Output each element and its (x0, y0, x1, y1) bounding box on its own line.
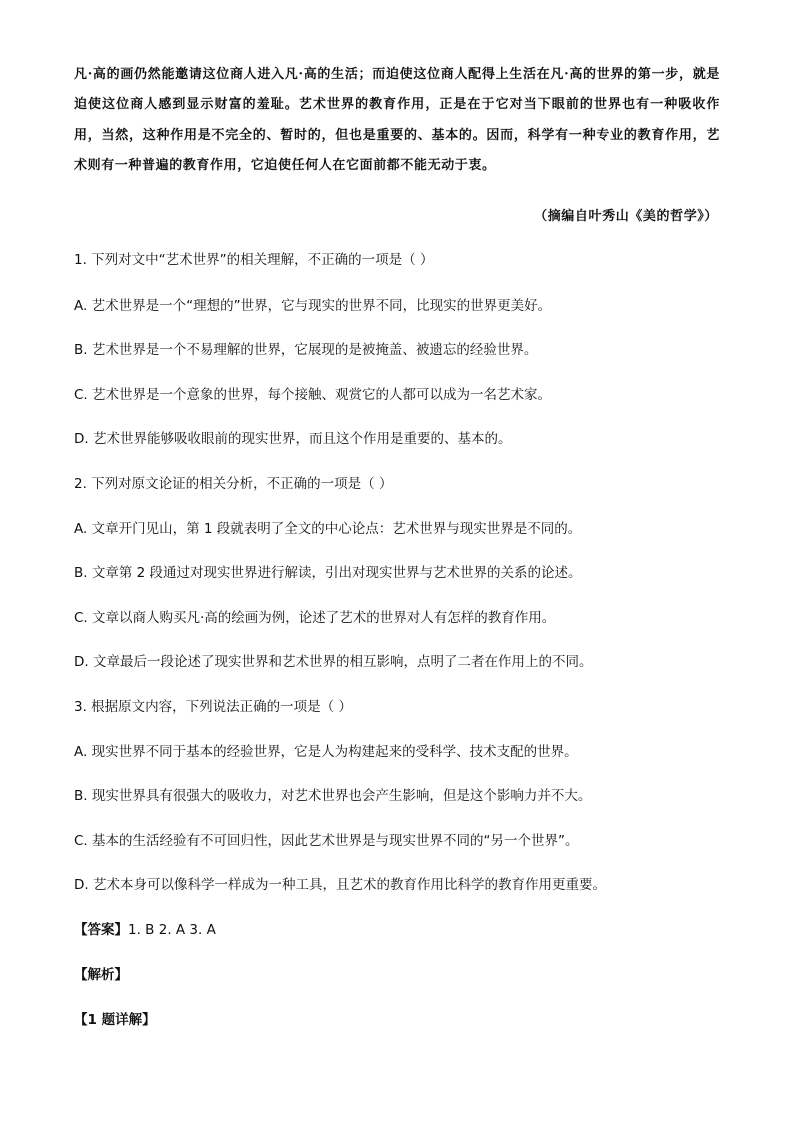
detail-heading: 【1 题详解】 (74, 1012, 156, 1028)
answer-line (74, 918, 216, 938)
question-2-option-a: A. 文章开门见山，第 1 段就表明了全文的中心论点：艺术世界与现实世界是不同的。 (74, 521, 582, 537)
question-3-option-a: A. 现实世界不同于基本的经验世界，它是人为构建起来的受科学、技术支配的世界。 (74, 744, 578, 760)
question-1-option-d: D. 艺术世界能够吸收眼前的现实世界，而且这个作用是重要的、基本的。 (74, 431, 512, 447)
question-2-option-d: D. 文章最后一段论述了现实世界和艺术世界的相互影响，点明了二者在作用上的不同。 (74, 654, 593, 670)
passage-source: （摘编自叶秀山《美的哲学》） (534, 209, 718, 224)
answer-text: 1. B 2. A 3. A (128, 922, 216, 938)
analysis-heading: 【解析】 (74, 967, 128, 983)
question-3-option-c: C. 基本的生活经验有不可回归性，因此艺术世界是与现实世界不同的“另一个世界”。 (74, 833, 579, 849)
question-2-option-c: C. 文章以商人购买凡·高的绘画为例，论述了艺术的世界对人有怎样的教育作用。 (74, 610, 556, 626)
question-1-option-a: A. 艺术世界是一个“理想的”世界，它与现实的世界不同，比现实的世界更美好。 (74, 298, 552, 314)
question-1-option-b: B. 艺术世界是一个不易理解的世界，它展现的是被掩盖、被遗忘的经验世界。 (74, 342, 538, 358)
passage-paragraph: 凡·高的画仍然能邀请这位商人进入凡·高的生活；而迫使这位商人配得上生活在凡·高的世界的第一步，就是迫使这位商人感到显示财富的羞耻。艺术世界的教育作用，正是在于它对当下眼前的世界也有一种吸收作用，当然，这种作用是不完全的、暂时的，但也是重要的、基本的。因而，科学有一种专业的教育作用，艺术则有一种普遍的教育作用，它迫使任何人在它面前都不能无动于衷。 (74, 67, 720, 173)
question-2-option-b: B. 文章第 2 段通过对现实世界进行解读，引出对现实世界与艺术世界的关系的论述。 (74, 565, 582, 581)
question-3-option-b: B. 现实世界具有很强大的吸收力，对艺术世界也会产生影响，但是这个影响力并不大。 (74, 788, 592, 804)
question-1-stem: 1. 下列对文中“艺术世界”的相关理解，不正确的一项是（ ） (74, 252, 434, 268)
question-2-stem: 2. 下列对原文论证的相关分析，不正确的一项是（ ） (74, 476, 393, 492)
question-3-option-d: D. 艺术本身可以像科学一样成为一种工具，且艺术的教育作用比科学的教育作用更重要。 (74, 877, 606, 893)
answer-label: 【答案】 (74, 922, 128, 938)
question-1-option-c: C. 艺术世界是一个意象的世界，每个接触、观赏它的人都可以成为一名艺术家。 (74, 387, 552, 403)
question-3-stem: 3. 根据原文内容，下列说法正确的一项是（ ） (74, 699, 352, 715)
